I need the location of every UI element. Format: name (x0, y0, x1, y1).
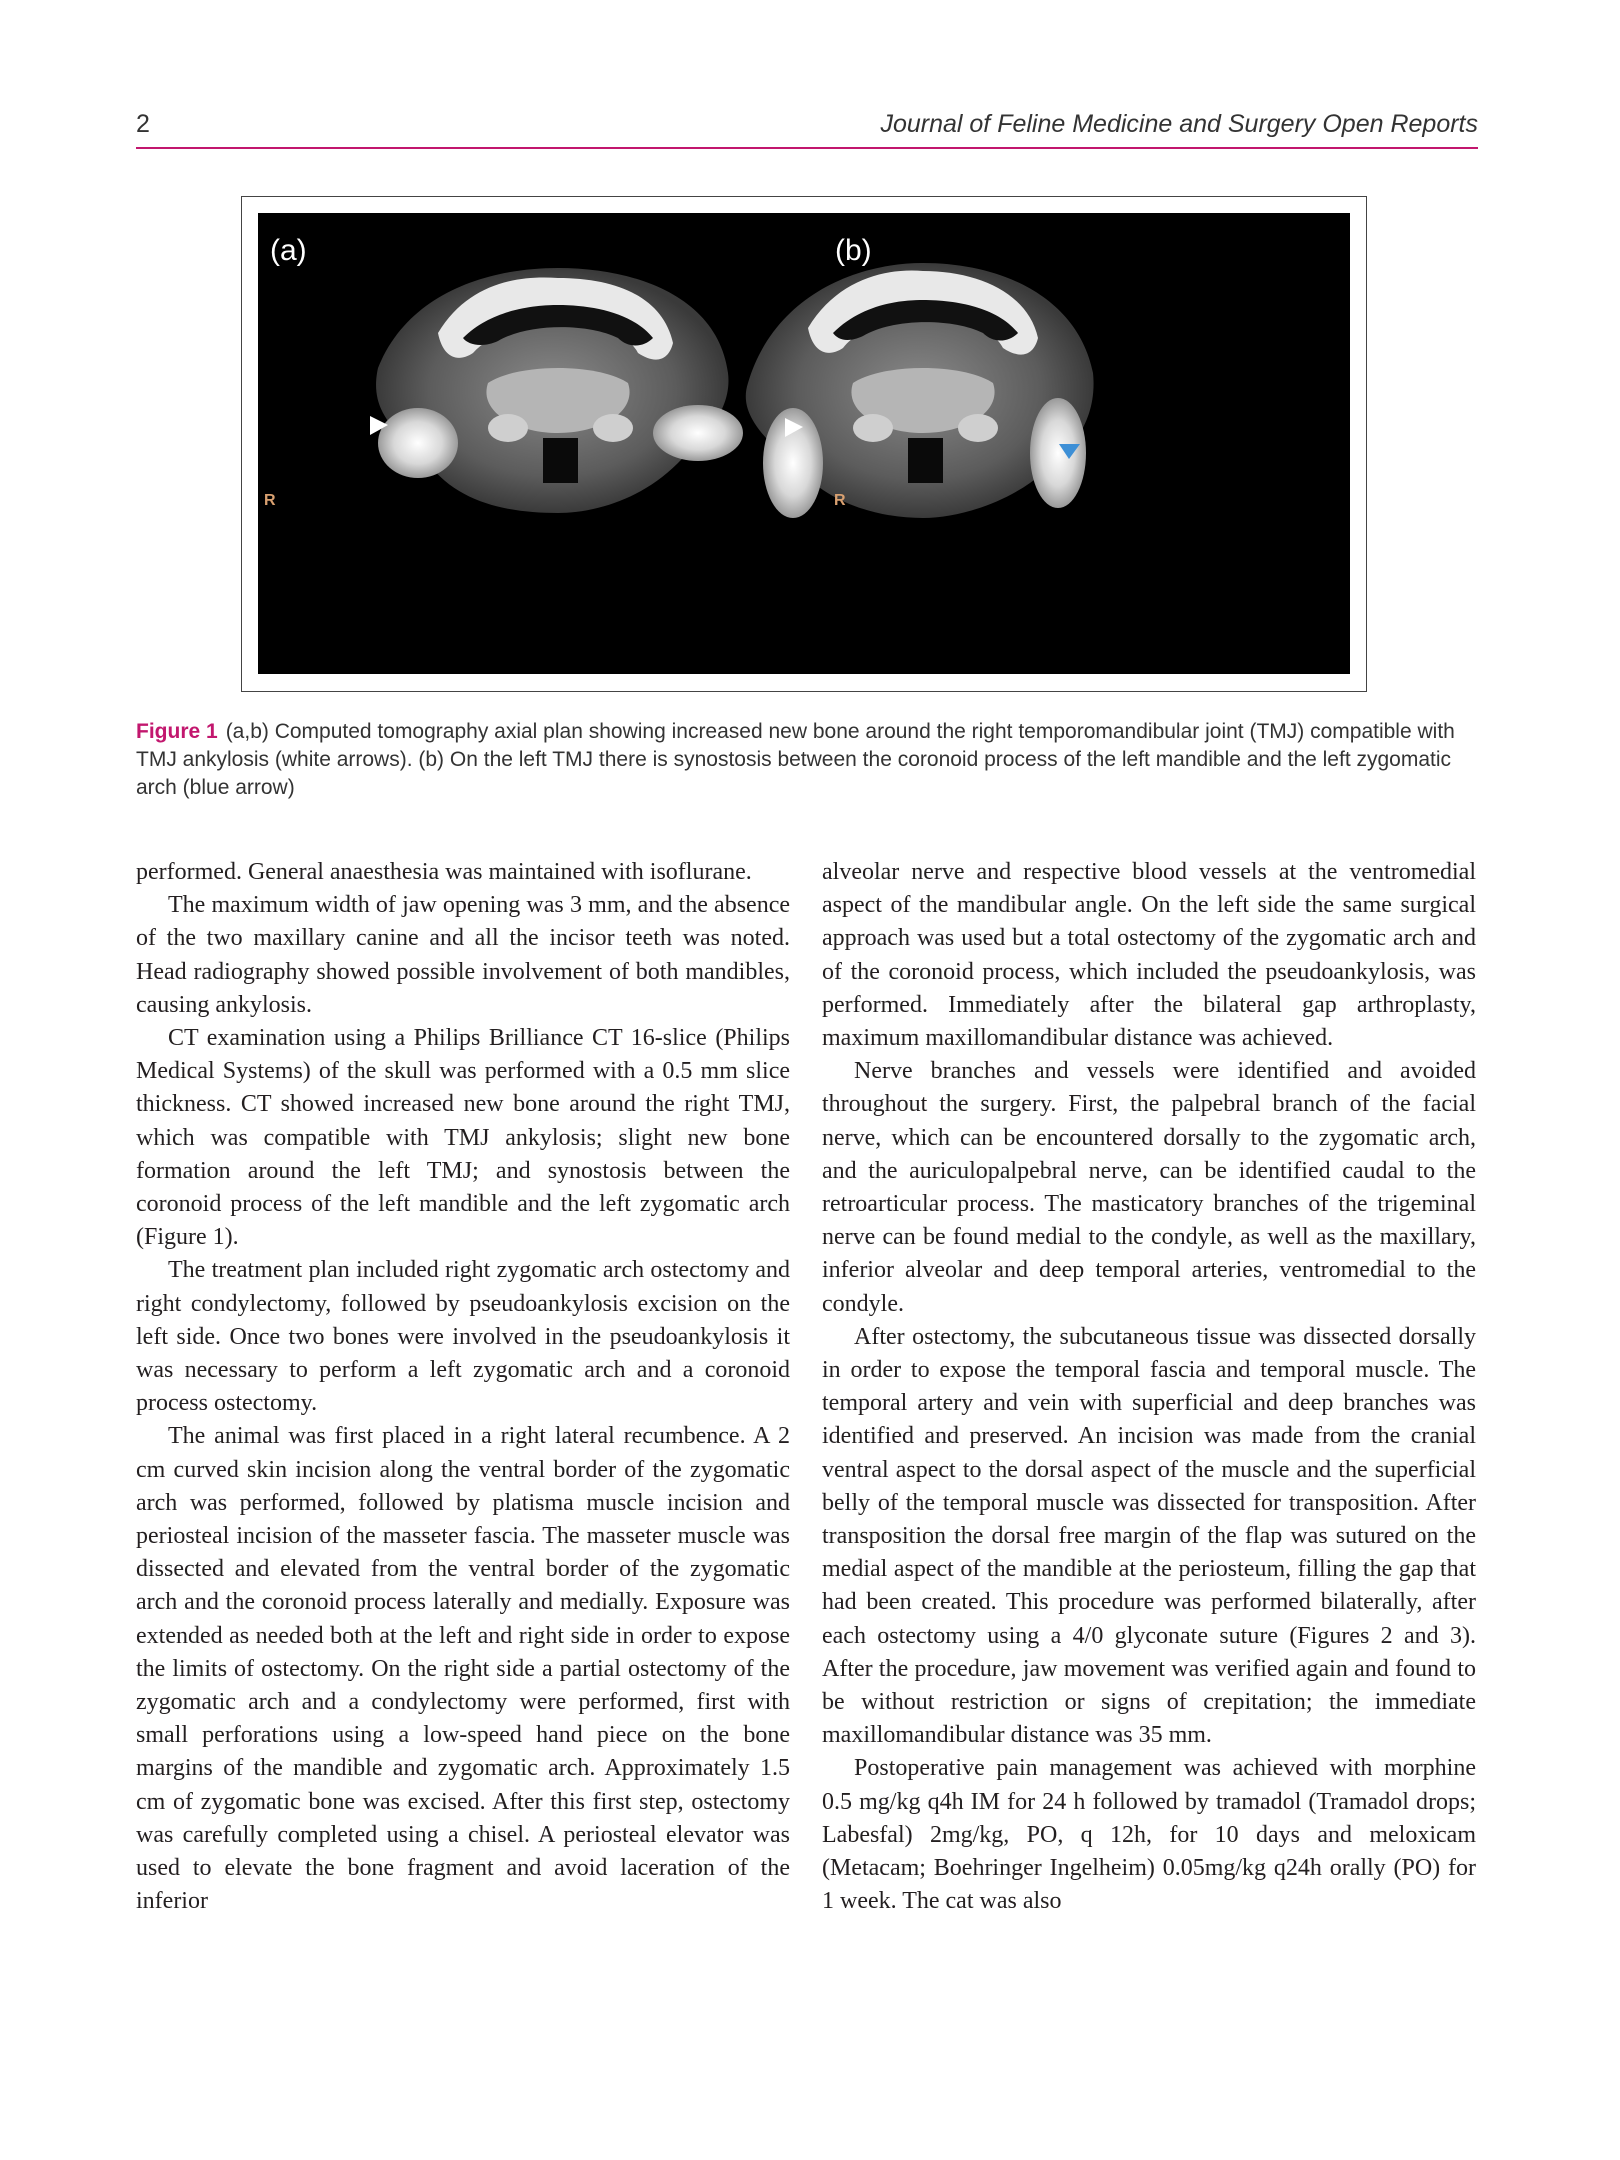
figure-caption (136, 718, 1478, 802)
header-rule (136, 147, 1478, 149)
caption-text: (a,b) Computed tomography axial plan showing increased new bone around the right temporomandibular joint (TMJ) compatible with TMJ ankylosis (white arrows). (b) On the left TMJ there is synostosis between the coronoid process of the left mandible and the left zygomatic arch (blue arrow) (136, 720, 1455, 799)
paragraph: Postoperative pain management was achieved with morphine 0.5 mg/kg q4h IM for 24 h followed by tramadol (Tramadol drops; Labesfal) 2mg/kg, PO, q 12h, for 10 days and meloxicam (Metacam; Boehringer Ingelheim) 0.05mg/kg q24h orally (PO) for 1 week. The cat was also (822, 1755, 1476, 1915)
body-column-left (136, 856, 790, 1919)
panel-a-label: (a) (270, 234, 307, 267)
side-marker-b: R (834, 492, 846, 509)
ct-scan-image (258, 213, 1350, 674)
body-column-right (822, 856, 1476, 1919)
paragraph: alveolar nerve and respective blood vessels at the ventromedial aspect of the mandibular angle. On the left side the same surgical approach was used but a total ostectomy of the zygomatic arch and of the coronoid process, which included the pseudoankylosis, was performed. Immediately after the bilateral gap arthroplasty, maximum maxillomandibular distance was achieved. (822, 859, 1476, 1052)
paragraph: The maximum width of jaw opening was 3 mm, and the absence of the two maxillary canine and all the incisor teeth was noted. Head radiography showed possible involvement of both mandibles, causing ankylosis. (136, 892, 790, 1018)
panel-b-label: (b) (835, 234, 872, 267)
paragraph: Nerve branches and vessels were identified and avoided throughout the surgery. First, the palpebral branch of the facial nerve, which can be encountered dorsally to the zygomatic arch, and the auriculopalpebral nerve, can be identified caudal to the retroarticular process. The masticatory branches of the trigeminal nerve can be found medial to the condyle, as well as the maxillary, inferior alveolar and deep temporal arteries, ventromedial to the condyle. (822, 1058, 1476, 1317)
page-number: 2 (136, 110, 150, 138)
paragraph: After ostectomy, the subcutaneous tissue was dissected dorsally in order to expose the temporal fascia and temporal muscle. The temporal artery and vein with superficial and deep branches was identified and preserved. An incision was made from the cranial ventral aspect to the dorsal aspect of the muscle and the superficial belly of the temporal muscle was dissected for transposition. After transposition the dorsal free margin of the flap was sutured on the medial aspect of the mandible at the periosteum, filling the gap that had been created. This procedure was performed bilaterally, after each ostectomy using a 4/0 glyconate suture (Figures 2 and 3). After the procedure, jaw movement was verified again and found to be without restriction or signs of crepitation; the immediate maxillomandibular distance was 35 mm. (822, 1323, 1476, 1749)
paragraph: The animal was first placed in a right lateral recumbence. A 2 cm curved skin incision along the ventral border of the zygomatic arch was performed, followed by platisma muscle incision and periosteal incision of the masseter fascia. The masseter muscle was dissected and elevated from the ventral border of the zygomatic arch and the coronoid process laterally and medially. Exposure was extended as needed both at the left and right side in order to expose the limits of ostectomy. On the right side a partial ostectomy of the zygomatic arch and a condylectomy were performed, first with small perforations using a low-speed hand piece on the bone margins of the mandible and zygomatic arch. Approximately 1.5 cm of zygomatic bone was excised. After this first step, ostectomy was carefully completed using a chisel. A periosteal elevator was used to elevate the bone fragment and avoid laceration of the inferior (136, 1423, 790, 1915)
paragraph: The treatment plan included right zygomatic arch ostectomy and right condylectomy, followed by pseudoankylosis excision on the left side. Once two bones were involved in the pseudoankylosis it was necessary to perform a left zygomatic arch and a coronoid process ostectomy. (136, 1257, 790, 1417)
paragraph: performed. General anaesthesia was maintained with isoflurane. (136, 859, 752, 885)
caption-label: Figure 1 (136, 720, 218, 743)
paragraph: CT examination using a Philips Brilliance CT 16-slice (Philips Medical Systems) of the skull was performed with a 0.5 mm slice thickness. CT showed increased new bone around the right TMJ, which was compatible with TMJ ankylosis; slight new bone formation around the left TMJ; and synostosis between the coronoid process of the left mandible and the left zygomatic arch (Figure 1). (136, 1025, 790, 1251)
journal-title: Journal of Feline Medicine and Surgery Open Reports (880, 110, 1478, 138)
side-marker-a: R (264, 492, 276, 509)
running-header (136, 110, 1478, 148)
figure-1 (241, 196, 1367, 692)
